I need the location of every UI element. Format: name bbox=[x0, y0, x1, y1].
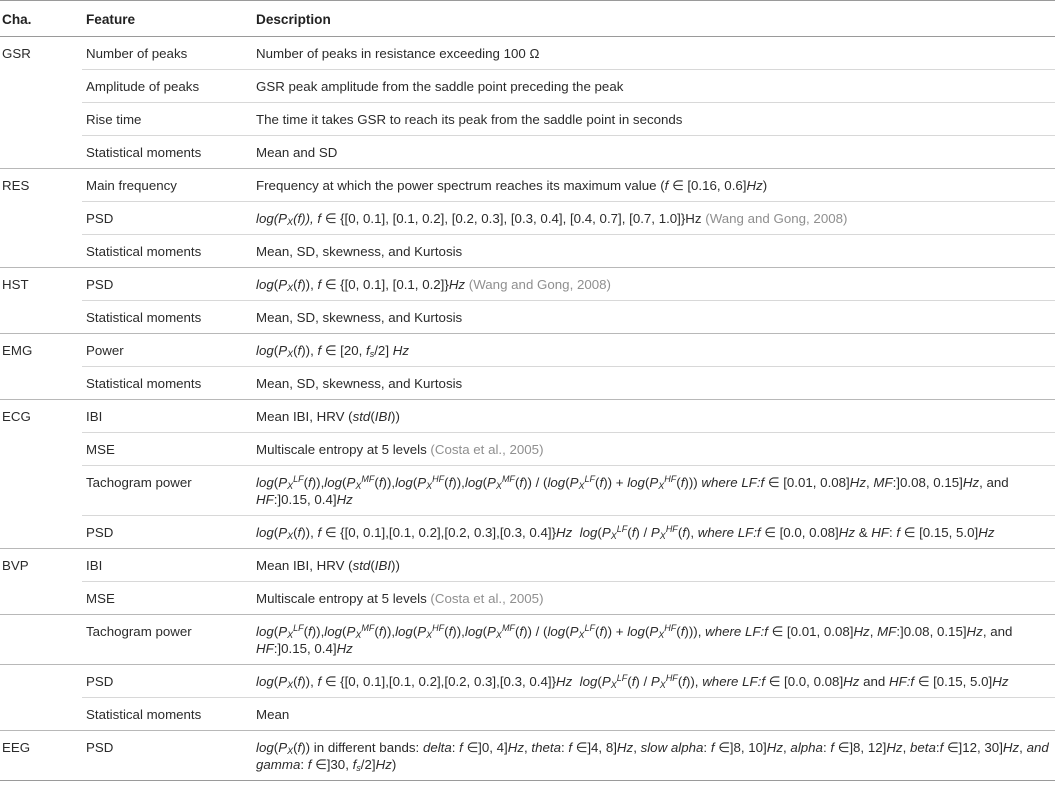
channel-cell bbox=[0, 698, 82, 731]
channel-cell bbox=[0, 103, 82, 136]
channel-cell bbox=[0, 615, 82, 665]
channel-cell: HST bbox=[0, 268, 82, 301]
description-cell: Multiscale entropy at 5 levels (Costa et al., 2005) bbox=[252, 433, 1055, 466]
table-row bbox=[0, 582, 1055, 615]
citation-link[interactable]: (Costa et al., 2005) bbox=[430, 591, 544, 606]
description-cell: GSR peak amplitude from the saddle point preceding the peak bbox=[252, 70, 1055, 103]
citation-link[interactable]: (Costa et al., 2005) bbox=[430, 442, 544, 457]
feature-cell: MSE bbox=[82, 582, 252, 615]
description-cell: $\log(P_X(f))$, f ∈ {[0, 0.1], [0.1, 0.2], [0.2, 0.3], [0.3, 0.4], [0.4, 0.7], [0.7, 1.0]}Hz (Wang and Gong, 2008) bbox=[252, 202, 1055, 235]
channel-cell bbox=[0, 433, 82, 466]
feature-cell: PSD bbox=[82, 731, 252, 781]
description-cell: The time it takes GSR to reach its peak from the saddle point in seconds bbox=[252, 103, 1055, 136]
description-cell: Mean and SD bbox=[252, 136, 1055, 169]
channel-cell: RES bbox=[0, 169, 82, 202]
feature-cell: Statistical moments bbox=[82, 235, 252, 268]
description-cell: Multiscale entropy at 5 levels (Costa et al., 2005) bbox=[252, 582, 1055, 615]
table-row bbox=[0, 334, 1055, 367]
feature-cell: PSD bbox=[82, 268, 252, 301]
description-cell: Mean bbox=[252, 698, 1055, 731]
table-row bbox=[0, 367, 1055, 400]
feature-cell: IBI bbox=[82, 549, 252, 582]
table-row bbox=[0, 665, 1055, 698]
table-row bbox=[0, 103, 1055, 136]
header-row bbox=[0, 1, 1055, 37]
channel-cell bbox=[0, 301, 82, 334]
channel-cell: EEG bbox=[0, 731, 82, 781]
channel-cell: GSR bbox=[0, 37, 82, 70]
table-row bbox=[0, 235, 1055, 268]
channel-cell bbox=[0, 582, 82, 615]
feature-cell: Rise time bbox=[82, 103, 252, 136]
table-row bbox=[0, 202, 1055, 235]
feature-cell: IBI bbox=[82, 400, 252, 433]
channel-cell: ECG bbox=[0, 400, 82, 433]
feature-cell: MSE bbox=[82, 433, 252, 466]
description-cell: $\log(P_X(f))$, f ∈ {[0, 0.1],[0.1, 0.2],[0.2, 0.3],[0.3, 0.4]}Hz $\log(P_X^{LF}(f) / P_X^{HF}(f))$, where LF:f ∈ [0.0, 0.08]Hz and HF:f ∈ [0.15, 5.0]Hz bbox=[252, 665, 1055, 698]
feature-cell: PSD bbox=[82, 202, 252, 235]
description-cell: Mean IBI, HRV (std(IBI)) bbox=[252, 400, 1055, 433]
channel-cell bbox=[0, 516, 82, 549]
table-row bbox=[0, 37, 1055, 70]
table-row bbox=[0, 169, 1055, 202]
description-cell: $\log(P_X^{LF}(f)),\log(P_X^{MF}(f)),\log(P_X^{HF}(f)),\log(P_X^{MF}(f)) / (\log(P_X^{LF}(f)) + \log(P_X^{HF}(f)))$, where LF:f ∈ [0.01, 0.08]Hz, MF:]0.08, 0.15]Hz, and HF:]0.15, 0.4]Hz bbox=[252, 615, 1055, 665]
description-cell: Mean IBI, HRV (std(IBI)) bbox=[252, 549, 1055, 582]
channel-cell bbox=[0, 70, 82, 103]
table-row bbox=[0, 136, 1055, 169]
channel-cell: EMG bbox=[0, 334, 82, 367]
feature-cell: Tachogram power bbox=[82, 615, 252, 665]
feature-cell: Statistical moments bbox=[82, 367, 252, 400]
table-row bbox=[0, 516, 1055, 549]
description-cell: Frequency at which the power spectrum reaches its maximum value (f ∈ [0.16, 0.6]Hz) bbox=[252, 169, 1055, 202]
description-cell: Number of peaks in resistance exceeding 100 Ω bbox=[252, 37, 1055, 70]
feature-cell: Statistical moments bbox=[82, 136, 252, 169]
header-description: Description bbox=[252, 1, 1055, 37]
channel-cell bbox=[0, 136, 82, 169]
citation-link[interactable]: (Wang and Gong, 2008) bbox=[705, 211, 848, 226]
description-cell: Mean, SD, skewness, and Kurtosis bbox=[252, 235, 1055, 268]
header-feature: Feature bbox=[82, 1, 252, 37]
channel-cell bbox=[0, 202, 82, 235]
feature-cell: Tachogram power bbox=[82, 466, 252, 516]
feature-cell: Statistical moments bbox=[82, 698, 252, 731]
description-cell: $\log(P_X(f))$ in different bands: delta: f ∈]0, 4]Hz, theta: f ∈]4, 8]Hz, slow alpha: f ∈]8, 10]Hz, alpha: f ∈]8, 12]Hz, beta:f ∈]12, 30]Hz, and gamma: f ∈]30, $f_s/2]Hz$) bbox=[252, 731, 1055, 781]
description-cell: Mean, SD, skewness, and Kurtosis bbox=[252, 301, 1055, 334]
table-row bbox=[0, 301, 1055, 334]
header-cha: Cha. bbox=[0, 1, 82, 37]
channel-cell bbox=[0, 665, 82, 698]
table-row bbox=[0, 698, 1055, 731]
table-row bbox=[0, 615, 1055, 665]
feature-cell: Power bbox=[82, 334, 252, 367]
table-row bbox=[0, 433, 1055, 466]
channel-cell bbox=[0, 367, 82, 400]
table-row bbox=[0, 731, 1055, 781]
citation-link[interactable]: (Wang and Gong, 2008) bbox=[468, 277, 611, 292]
description-cell: $\log(P_X(f))$, f ∈ [20, $f_s/2$] Hz bbox=[252, 334, 1055, 367]
channel-cell bbox=[0, 235, 82, 268]
table-row bbox=[0, 70, 1055, 103]
table-row bbox=[0, 268, 1055, 301]
table-row bbox=[0, 400, 1055, 433]
feature-cell: PSD bbox=[82, 516, 252, 549]
description-cell: $\log(P_X^{LF}(f)),\log(P_X^{MF}(f)),\log(P_X^{HF}(f)),\log(P_X^{MF}(f)) / (\log(P_X^{LF}(f)) + \log(P_X^{HF}(f)))$ where LF:f ∈ [0.01, 0.08]Hz, MF:]0.08, 0.15]Hz, and HF:]0.15, 0.4]Hz bbox=[252, 466, 1055, 516]
feature-cell: Number of peaks bbox=[82, 37, 252, 70]
description-cell: Mean, SD, skewness, and Kurtosis bbox=[252, 367, 1055, 400]
description-cell: $\log(P_X(f))$, f ∈ {[0, 0.1], [0.1, 0.2]}Hz (Wang and Gong, 2008) bbox=[252, 268, 1055, 301]
feature-cell: Amplitude of peaks bbox=[82, 70, 252, 103]
channel-cell bbox=[0, 466, 82, 516]
feature-cell: Statistical moments bbox=[82, 301, 252, 334]
table-row bbox=[0, 466, 1055, 516]
table-row bbox=[0, 549, 1055, 582]
description-cell: $\log(P_X(f))$, f ∈ {[0, 0.1],[0.1, 0.2],[0.2, 0.3],[0.3, 0.4]}Hz $\log(P_X^{LF}(f) / P_X^{HF}(f)$, where LF:f ∈ [0.0, 0.08]Hz & HF: f ∈ [0.15, 5.0]Hz bbox=[252, 516, 1055, 549]
feature-cell: Main frequency bbox=[82, 169, 252, 202]
channel-cell: BVP bbox=[0, 549, 82, 582]
feature-cell: PSD bbox=[82, 665, 252, 698]
